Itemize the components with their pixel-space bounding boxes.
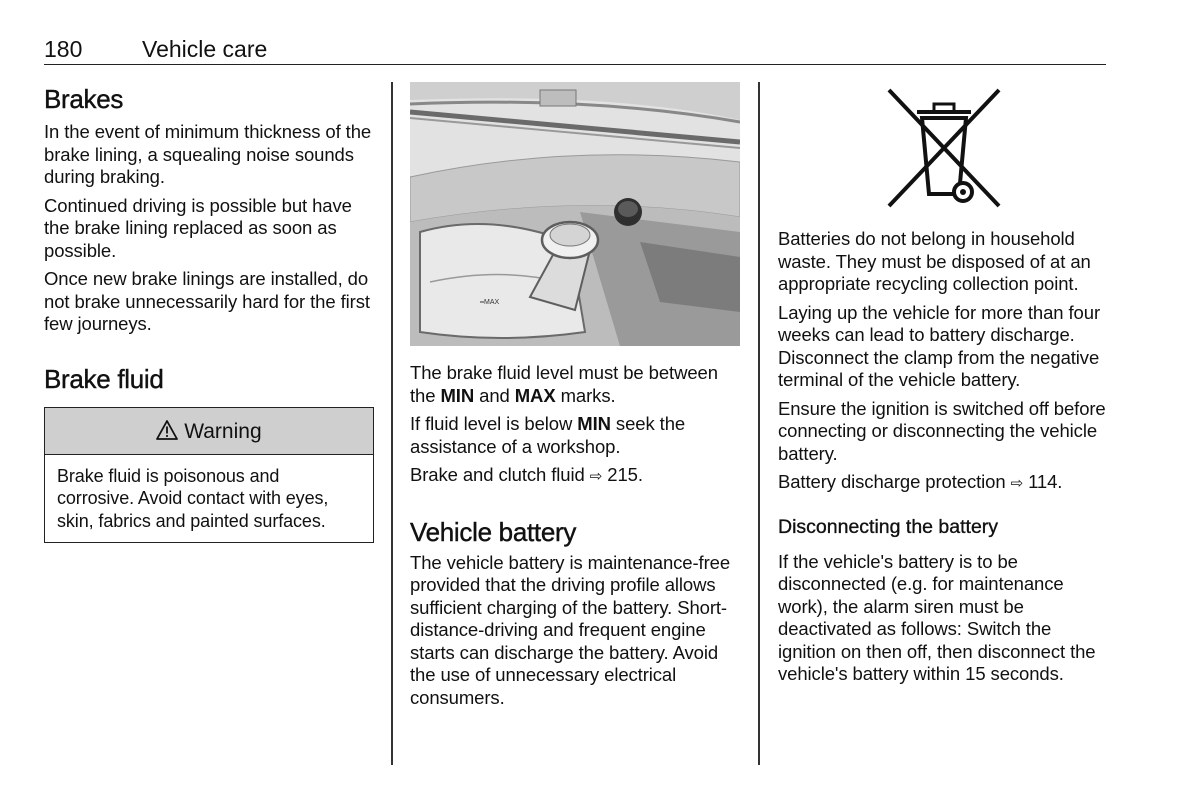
battery-paragraph: Laying up the vehicle for more than four weeks can lead to battery discharge. Disconnect the clamp from the negative terminal of the vehicle battery. — [778, 301, 1100, 390]
column-middle — [410, 80, 745, 715]
page-header — [44, 34, 1106, 65]
page-ref-arrow-icon: ⇨ — [1010, 475, 1024, 492]
column-right — [778, 80, 1110, 692]
battery-paragraph: Ensure the ignition is switched off before connecting or disconnecting the vehicle battery. — [778, 397, 1106, 464]
warning-box — [44, 407, 374, 544]
crossed-out-bin-icon — [879, 82, 1009, 212]
disconnecting-paragraph: If the vehicle's battery is to be disconnected (e.g. for maintenance work), the alarm siren must be deactivated as follows: Switch the ignition on then off, then disconnect the vehicle's battery within 15 seconds. — [778, 550, 1096, 684]
page-number: 180 — [44, 36, 83, 62]
vehicle-battery-heading: Vehicle battery — [410, 516, 577, 547]
brakes-paragraph: In the event of minimum thickness of the brake lining, a squealing noise sounds during braking. — [44, 121, 372, 187]
warning-body — [45, 455, 373, 543]
column-divider — [758, 82, 760, 765]
disconnecting-heading: Disconnecting the battery — [778, 515, 999, 538]
brakes-heading: Brakes — [44, 84, 124, 114]
brakes-paragraph: Continued driving is possible but have the brake lining replaced as soon as possible. — [44, 194, 352, 261]
max-mark-label: MAX — [484, 299, 500, 306]
battery-paragraph: Batteries do not belong in household waste. They must be disposed of at an appropriate recycling collection point. — [778, 228, 1091, 294]
brakes-paragraph: Once new brake linings are installed, do not brake unnecessarily hard for the first few journeys. — [44, 268, 370, 334]
column-divider — [391, 82, 393, 765]
warning-triangle-icon — [156, 420, 184, 443]
brake-fluid-heading: Brake fluid — [44, 363, 164, 394]
vehicle-battery-paragraph: The vehicle battery is maintenance-free provided that the driving profile allows sufficient charging of the battery. Short-distance-driving and frequent engine starts can discharge the battery. Avoid the use of unnecessary electrical consumers. — [410, 551, 731, 708]
brake-fluid-reference-link[interactable]: Brake and clutch fluid ⇨ 215. — [410, 464, 643, 485]
brake-fluid-reservoir-photo — [410, 82, 740, 346]
section-title: Vehicle care — [142, 36, 268, 62]
warning-header — [45, 408, 373, 455]
warning-title: Warning — [184, 419, 262, 443]
level-text: The brake fluid level must be between the MIN and MAX marks. — [410, 362, 718, 406]
warning-text: Brake fluid is poisonous and corrosive. Avoid contact with eyes, skin, fabrics and painted surfaces. — [57, 465, 329, 531]
page-ref-arrow-icon: ⇨ — [589, 468, 603, 485]
below-min-text: If fluid level is below MIN seek the assistance of a workshop. — [410, 413, 686, 457]
column-left — [44, 80, 374, 543]
battery-discharge-reference-link[interactable]: Battery discharge protection ⇨ 114. — [778, 471, 1063, 492]
